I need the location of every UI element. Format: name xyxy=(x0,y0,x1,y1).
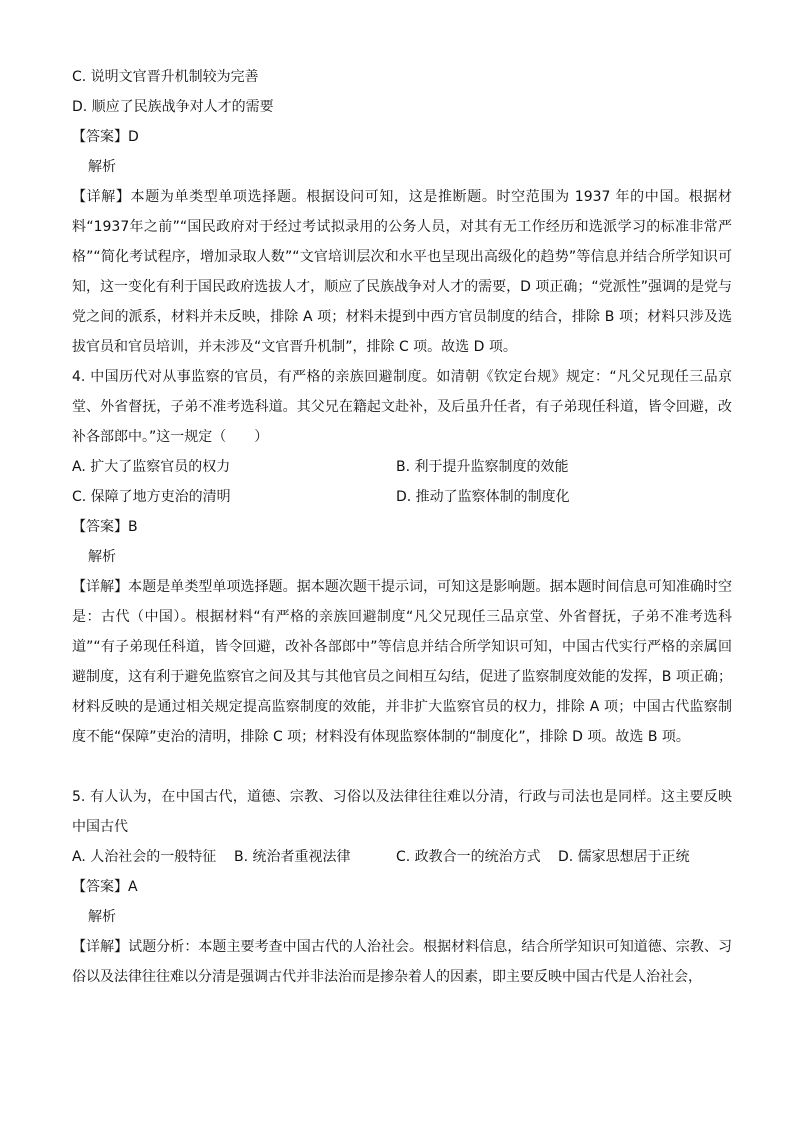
q5-answer: 【答案】A xyxy=(72,879,138,895)
q3-option-d: D. 顺应了民族战争对人才的需要 xyxy=(72,99,274,115)
q3-analysis-label: 解析 xyxy=(88,159,116,175)
q3-detail: 【详解】本题为单类型单项选择题。根据设问可知，这是推断题。时空范围为 1937 年的中国。根据材料“1937年之前”“国民政府对于经过考试拟录用的公务人员，对其有无工作经历和选派学习的标准非常严格”“简化考试程序，增加录取人数”“文官培训层次和水平也呈现出高级化的趋势”等信息并结合所学知识可知，这一变化有利于国民政府选拔人才，顺应了民族战争对人才的需要，D 项正确；“党派性”强调的是党与党之间的派系，材料并未反映，排除 A 项；材料未提到中西方官员制度的结合，排除 B 项；材料只涉及选拔官员和官员培训，并未涉及“文官晋升机制”，排除 C 项。故选 D 项。 xyxy=(72,189,732,355)
q4-option-c: C. 保障了地方吏治的清明 xyxy=(72,489,231,505)
q3-answer: 【答案】D xyxy=(72,129,139,145)
q5-option-a: A. 人治社会的一般特征 xyxy=(72,849,217,865)
q4-options-row-2 xyxy=(72,482,732,512)
q4-stem: 4. 中国历代对从事监察的官员，有严格的亲族回避制度。如清朝《钦定台规》规定：“凡父兄现任三品京堂、外省督抚，子弟不准考选科道。其父兄在籍起文赴补，及后虽升任者，有子弟现任科道，皆令回避，改补各部郎中。”这一规定（ ） xyxy=(72,369,732,445)
q4-detail: 【详解】本题是单类型单项选择题。据本题次题干提示词，可知这是影响题。据本题时间信息可知准确时空是：古代（中国）。根据材料“有严格的亲族回避制度“凡父兄现任三品京堂、外省督抚，子弟不准考选科道”“有子弟现任科道，皆令回避，改补各部郎中”等信息并结合所学知识可知，中国古代实行严格的亲属回避制度，这有利于避免监察官之间及其与其他官员之间相互勾结，促进了监察制度效能的发挥，B 项正确；材料反映的是通过相关规定提高监察制度的效能，并非扩大监察官员的权力，排除 A 项；中国古代监察制度不能“保障”吏治的清明，排除 C 项；材料没有体现监察体制的“制度化”，排除 D 项。故选 B 项。 xyxy=(72,579,732,745)
q4-options-row-1 xyxy=(72,452,732,482)
q4-answer: 【答案】B xyxy=(72,519,138,535)
document-page xyxy=(72,62,732,992)
q4-option-b: B. 利于提升监察制度的效能 xyxy=(396,459,569,475)
q5-options-row xyxy=(72,842,732,872)
q5-stem: 5. 有人认为，在中国古代，道德、宗教、习俗以及法律往往难以分清，行政与司法也是同样。这主要反映中国古代 xyxy=(72,789,732,835)
q3-option-c: C. 说明文官晋升机制较为完善 xyxy=(72,69,259,85)
q5-detail: 【详解】试题分析：本题主要考查中国古代的人治社会。根据材料信息，结合所学知识可知道德、宗教、习俗以及法律往往难以分清是强调古代并非法治而是掺杂着人的因素，即主要反映中国古代是人治社会， xyxy=(72,939,732,985)
q5-option-d: D. 儒家思想居于正统 xyxy=(558,849,690,865)
q5-option-c: C. 政教合一的统治方式 xyxy=(396,849,541,865)
q4-analysis-label: 解析 xyxy=(88,549,116,565)
q5-analysis-label: 解析 xyxy=(88,909,116,925)
q4-option-d: D. 推动了监察体制的制度化 xyxy=(396,489,570,505)
q5-option-b: B. 统治者重视法律 xyxy=(234,849,351,865)
q4-option-a: A. 扩大了监察官员的权力 xyxy=(72,459,231,475)
